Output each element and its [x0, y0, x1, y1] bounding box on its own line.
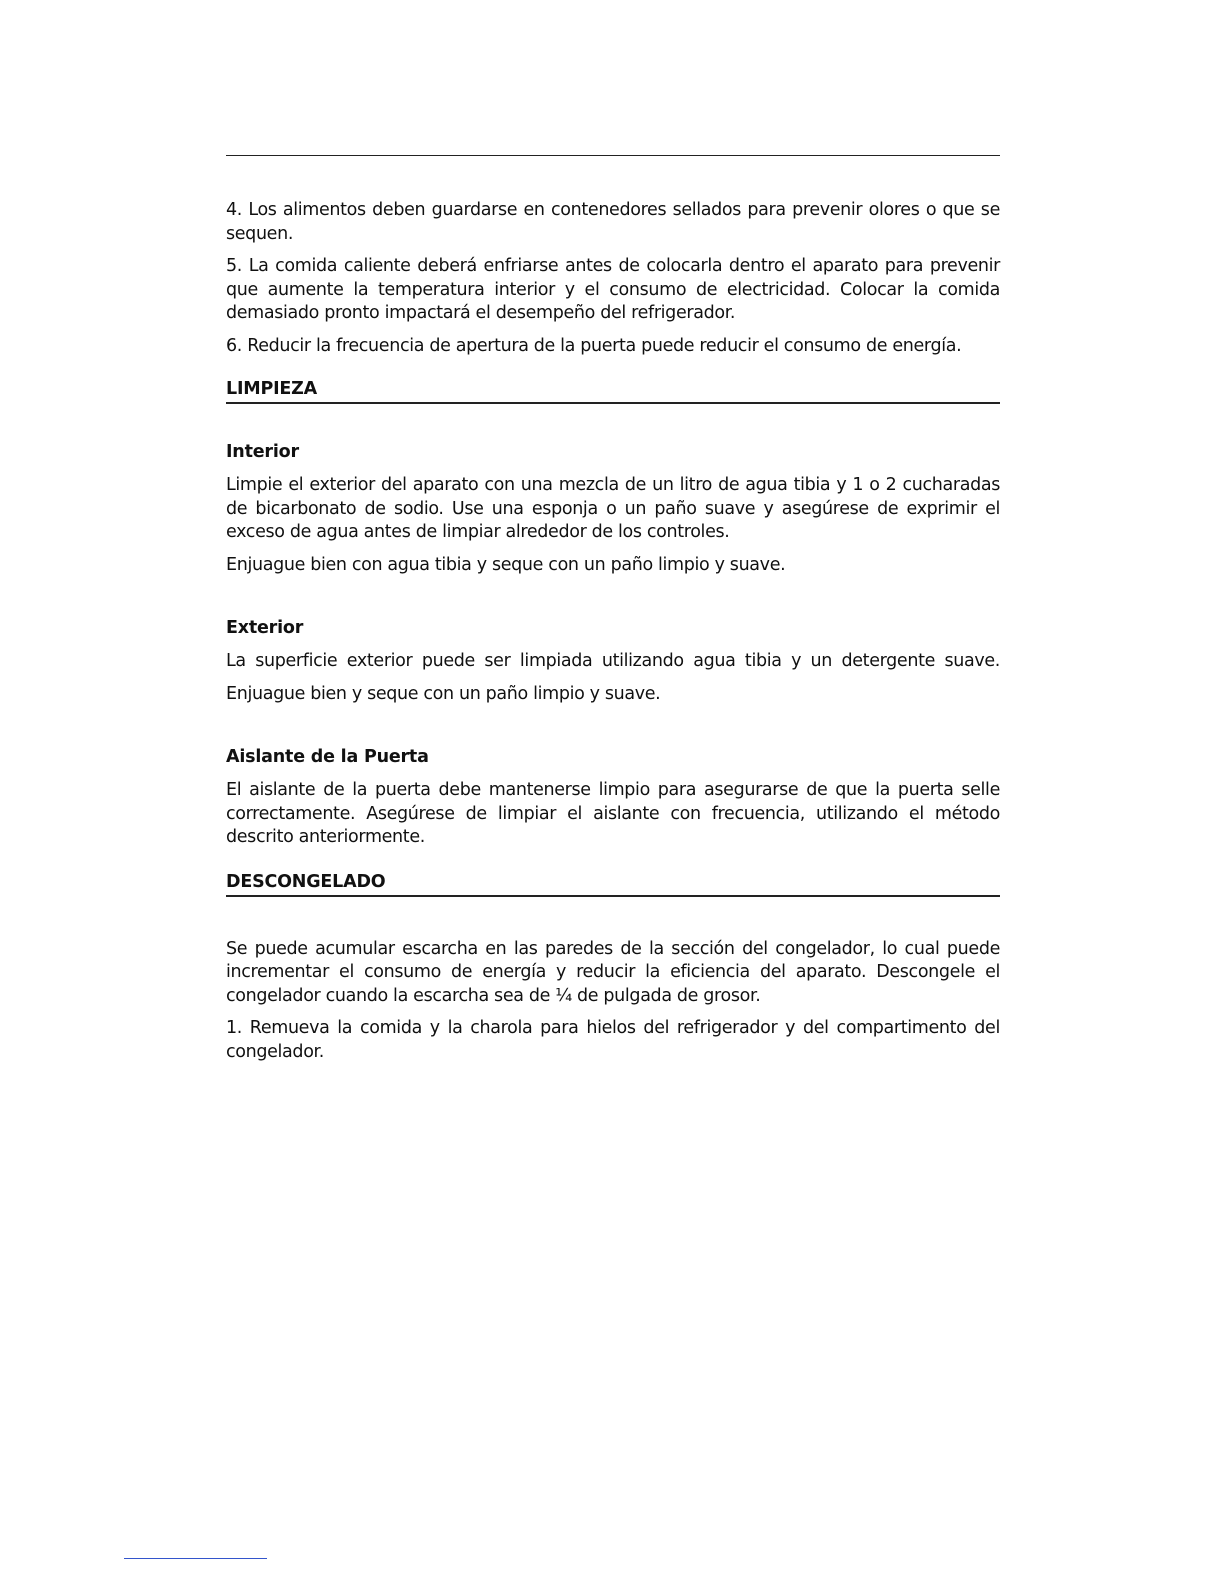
- aislante-paragraph: El aislante de la puerta debe mantenerse limpio para asegurarse de que la puerta selle correctamente. Asegúrese de limpiar el aislante con frecuencia, utilizando el método descrito anteriormente.: [226, 780, 1000, 847]
- interior-paragraph: Limpie el exterior del aparato con una mezcla de un litro de agua tibia y 1 o 2 cucharadas de bicarbonato de sodio. Use una esponja o un paño suave y asegúrese de exprimir el exceso de agua antes de limpiar alrededor de los controles.: [226, 475, 1000, 542]
- subheading-interior: Interior: [226, 442, 299, 462]
- header-divider: [226, 155, 1000, 156]
- subheading-exterior: Exterior: [226, 618, 304, 638]
- descongelado-paragraph: Se puede acumular escarcha en las paredes de la sección del congelador, lo cual puede incrementar el consumo de energía y reducir la eficiencia del aparato. Descongele el congelador cuando la escarcha sea de ¼ de pulgada de grosor.: [226, 938, 1000, 1006]
- descongelado-step-1: 1. Remueva la comida y la charola para hielos del refrigerador y del compartimento del congelador.: [226, 1018, 1000, 1062]
- section-heading-limpieza: LIMPIEZA: [226, 378, 1000, 404]
- subheading-aislante: Aislante de la Puerta: [226, 747, 429, 767]
- footnote-divider: [124, 1558, 267, 1559]
- interior-rinse-paragraph: Enjuague bien con agua tibia y seque con un paño limpio y suave.: [226, 554, 786, 575]
- section-heading-descongelado: DESCONGELADO: [226, 871, 1000, 897]
- list-item-5: 5. La comida caliente deberá enfriarse antes de colocarla dentro el aparato para prevenir que aumente la temperatura interior y el consumo de electricidad. Colocar la comida demasiado pronto impactará el desempeño del refrigerador.: [226, 256, 1000, 323]
- list-item-4: 4. Los alimentos deben guardarse en contenedores sellados para prevenir olores o que se sequen.: [226, 200, 1000, 244]
- page-body: [226, 199, 1000, 1073]
- list-item-6: 6. Reducir la frecuencia de apertura de la puerta puede reducir el consumo de energía.: [226, 335, 962, 356]
- exterior-paragraph: La superficie exterior puede ser limpiada utilizando agua tibia y un detergente suave. Enjuague bien y seque con un paño limpio y suave.: [226, 651, 1000, 704]
